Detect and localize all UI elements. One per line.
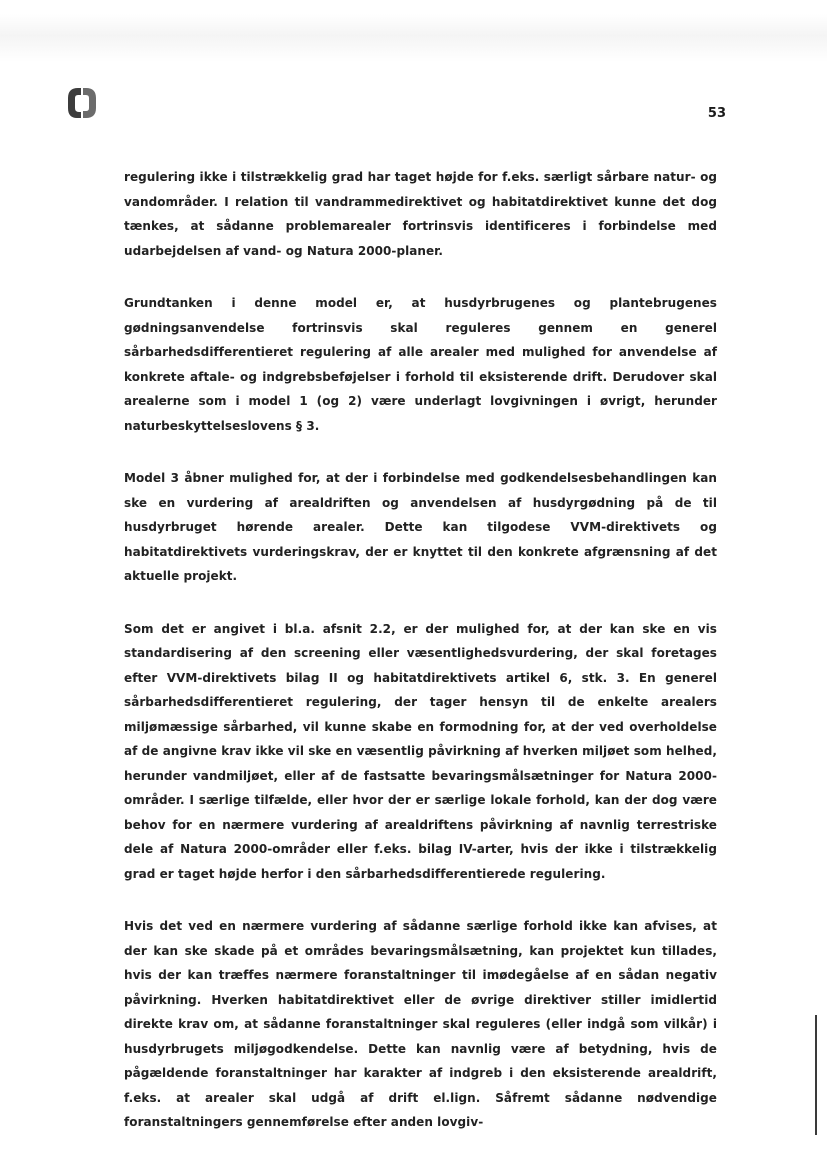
document-body [124,165,717,1163]
paragraph: Som det er angivet i bl.a. afsnit 2.2, er der mulighed for, at der kan ske en vis standardisering af den screening eller væsentlighedsvurdering, der skal foretages efter VVM-direktivets bilag II og habitatdirektivets artikel 6, stk. 3. En generel sårbarhedsdifferentieret regulering, der tager hensyn til de enkelte arealers miljømæssige sårbarhed, vil kunne skabe en formodning for, at der ved overholdelse af de angivne krav ikke vil ske en væsentlig påvirkning af hverken miljøet som helhed, herunder vandmiljøet, eller af de fastsatte bevaringsmålsætninger for Natura 2000-områder. I særlige tilfælde, eller hvor der er særlige lokale forhold, kan der dog være behov for en nærmere vurdering af arealdriftens påvirkning af navnlig terrestriske dele af Natura 2000-områder eller f.eks. bilag IV-arter, hvis der ikke i tilstrækkelig grad er taget højde herfor i den sårbarhedsdifferentierede regulering. [124,621,717,881]
paragraph: Hvis det ved en nærmere vurdering af sådanne særlige forhold ikke kan afvises, at der kan ske skade på et områdes bevaringsmålsætning, kan projektet kun tillades, hvis der kan træffes nærmere foranstaltninger til imødegåelse af en sådan negativ påvirkning. Hverken habitatdirektivet eller de øvrige direktiver stiller imidlertid direkte krav om, at sådanne foranstaltninger skal reguleres (eller indgå som vilkår) i husdyrbrugets miljøgodkendelse. Dette kan navnlig være af betydning, hvis de pågældende foranstaltninger har karakter af indgreb i den eksisterende arealdrift, f.eks. at arealer skal udgå af drift el.lign. Såfremt sådanne nødvendige foranstaltningers gennemførelse efter anden lovgiv- [124,919,717,1129]
scan-header-smudge [0,14,827,62]
paragraph: Grundtanken i denne model er, at husdyrbrugenes og plantebrugenes gødningsanvendelse fortrinsvis skal reguleres gennem en generel sårbarhedsdifferentieret regulering af alle arealer med mulighed for anvendelse af konkrete aftale- og indgrebsbeføjelser i forhold til eksisterende drift. Derudover skal arealerne som i model 1 (og 2) være underlagt lovgivningen i øvrigt, herunder naturbeskyttelseslovens § 3. [124,296,717,433]
paragraph: Model 3 åbner mulighed for, at der i forbindelse med godkendelsesbehandlingen kan ske en vurdering af arealdriften og anvendelsen af husdyrgødning på de til husdyrbruget hørende arealer. Dette kan tilgodese VVM-direktivets og habitatdirektivets vurderingskrav, der er knyttet til den konkrete afgrænsning af det aktuelle projekt. [124,471,717,583]
logo-icon [62,84,100,122]
page-number: 53 [707,106,726,121]
paragraph: regulering ikke i tilstrækkelig grad har taget højde for f.eks. særligt sårbare natur- og vandområder. I relation til vandrammedirektivet og habitatdirektivet kunne det dog tænkes, at sådanne problemarealer fortrinsvis identificeres i forbindelse med udarbejdelsen af vand- og Natura 2000-planer. [124,170,717,258]
scan-margin-line [815,1015,817,1135]
